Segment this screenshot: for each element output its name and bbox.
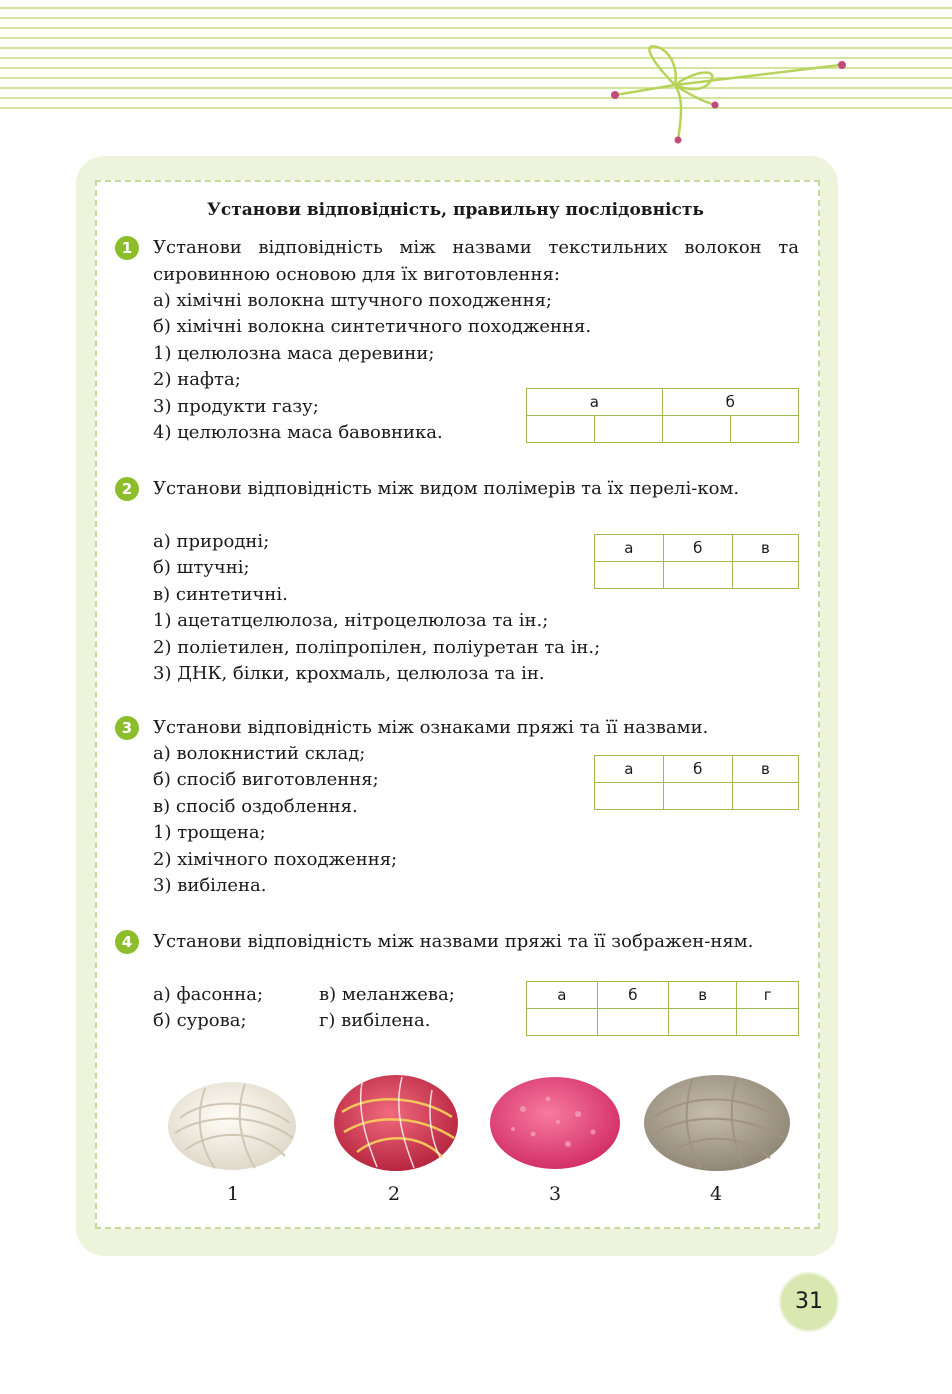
- answer-cell[interactable]: [732, 562, 798, 589]
- task-1-line-b: б) хімічні волокна синтетичного походження.: [153, 316, 592, 337]
- answer-cell[interactable]: [730, 416, 798, 443]
- answer-cell[interactable]: [663, 783, 732, 810]
- task-2-answer-table: [594, 534, 799, 589]
- task-1-line-1: 1) целюлозна маса деревини;: [153, 343, 435, 364]
- answer-cell[interactable]: [527, 1009, 598, 1036]
- answer-cell[interactable]: [662, 416, 730, 443]
- task-4-line-a: а) фасонна;: [153, 984, 264, 1005]
- task-2-line-3: 3) ДНК, білки, крохмаль, целюлоза та ін.: [153, 663, 545, 684]
- task-3-number-badge: 3: [115, 716, 139, 740]
- table-header: в: [732, 756, 798, 783]
- answer-cell[interactable]: [597, 1009, 668, 1036]
- table-header: в: [732, 535, 798, 562]
- task-2-line-c: в) синтетичні.: [153, 584, 288, 605]
- task-3-line-b: б) спосіб виготовлення;: [153, 769, 379, 790]
- table-header: а: [527, 982, 598, 1009]
- answer-cell[interactable]: [595, 783, 664, 810]
- section-heading: Установи відповідність, правильну послідовність: [207, 200, 704, 220]
- answer-cell[interactable]: [669, 1009, 737, 1036]
- task-2-line-1: 1) ацетатцелюлоза, нітроцелюлоза та ін.;: [153, 610, 549, 631]
- task-1-line-3: 3) продукти газу;: [153, 396, 319, 417]
- task-3-line-1: 1) трощена;: [153, 822, 266, 843]
- task-3-line-a: а) волокнистий склад;: [153, 743, 366, 764]
- answer-cell[interactable]: [732, 783, 798, 810]
- answer-cell[interactable]: [595, 562, 664, 589]
- table-header: в: [669, 982, 737, 1009]
- yarn-ball-2-image: [332, 1072, 460, 1174]
- yarn-ball-3-image: [488, 1074, 622, 1172]
- task-1-text: Установи відповідність між назвами текстильних волокон та сировинною основою для їх виготовлення:: [153, 237, 799, 285]
- task-4-answer-table: [526, 981, 799, 1036]
- answer-cell[interactable]: [663, 562, 732, 589]
- table-header: б: [663, 756, 732, 783]
- task-1-number-badge: 1: [115, 236, 139, 260]
- table-header: а: [595, 535, 664, 562]
- yarn-ball-4-image: [642, 1072, 792, 1174]
- task-3-line-c: в) спосіб оздоблення.: [153, 796, 358, 817]
- ribbon-bow-icon: [600, 40, 860, 150]
- task-3-line-3: 3) вибілена.: [153, 875, 267, 896]
- page-number: 31: [779, 1272, 839, 1332]
- task-1-answer-table: [526, 388, 799, 443]
- task-3-line-2: 2) хімічного походження;: [153, 849, 398, 870]
- yarn-label-1: 1: [226, 1183, 240, 1205]
- task-3-text: Установи відповідність між ознаками пряжі та її назвами.: [153, 717, 709, 738]
- task-3-answer-table: [594, 755, 799, 810]
- task-4-line-c: в) меланжева;: [319, 984, 455, 1005]
- task-1-line-4: 4) целюлозна маса бавовника.: [153, 422, 443, 443]
- task-4-text: Установи відповідність між назвами пряжі та її зображен-ням.: [153, 931, 754, 952]
- task-2-line-2: 2) поліетилен, поліпропілен, поліуретан та ін.;: [153, 637, 601, 658]
- task-2-line-a: а) природні;: [153, 531, 270, 552]
- table-header: б: [663, 535, 732, 562]
- task-4-line-b: б) сурова;: [153, 1010, 247, 1031]
- task-2-line-b: б) штучні;: [153, 557, 250, 578]
- table-header: б: [662, 389, 798, 416]
- table-header: а: [527, 389, 663, 416]
- task-1-line-2: 2) нафта;: [153, 369, 241, 390]
- yarn-label-3: 3: [548, 1183, 562, 1205]
- task-4-line-d: г) вибілена.: [319, 1010, 431, 1031]
- answer-cell[interactable]: [527, 416, 595, 443]
- table-header: б: [597, 982, 668, 1009]
- yarn-label-4: 4: [709, 1183, 723, 1205]
- task-2-text: Установи відповідність між видом полімерів та їх перелі-ком.: [153, 478, 740, 499]
- yarn-label-2: 2: [387, 1183, 401, 1205]
- table-header: г: [737, 982, 799, 1009]
- task-1-line-a: а) хімічні волокна штучного походження;: [153, 290, 552, 311]
- table-header: а: [595, 756, 664, 783]
- task-4-number-badge: 4: [115, 930, 139, 954]
- task-2-number-badge: 2: [115, 477, 139, 501]
- answer-cell[interactable]: [737, 1009, 799, 1036]
- yarn-ball-1-image: [165, 1078, 300, 1173]
- answer-cell[interactable]: [594, 416, 662, 443]
